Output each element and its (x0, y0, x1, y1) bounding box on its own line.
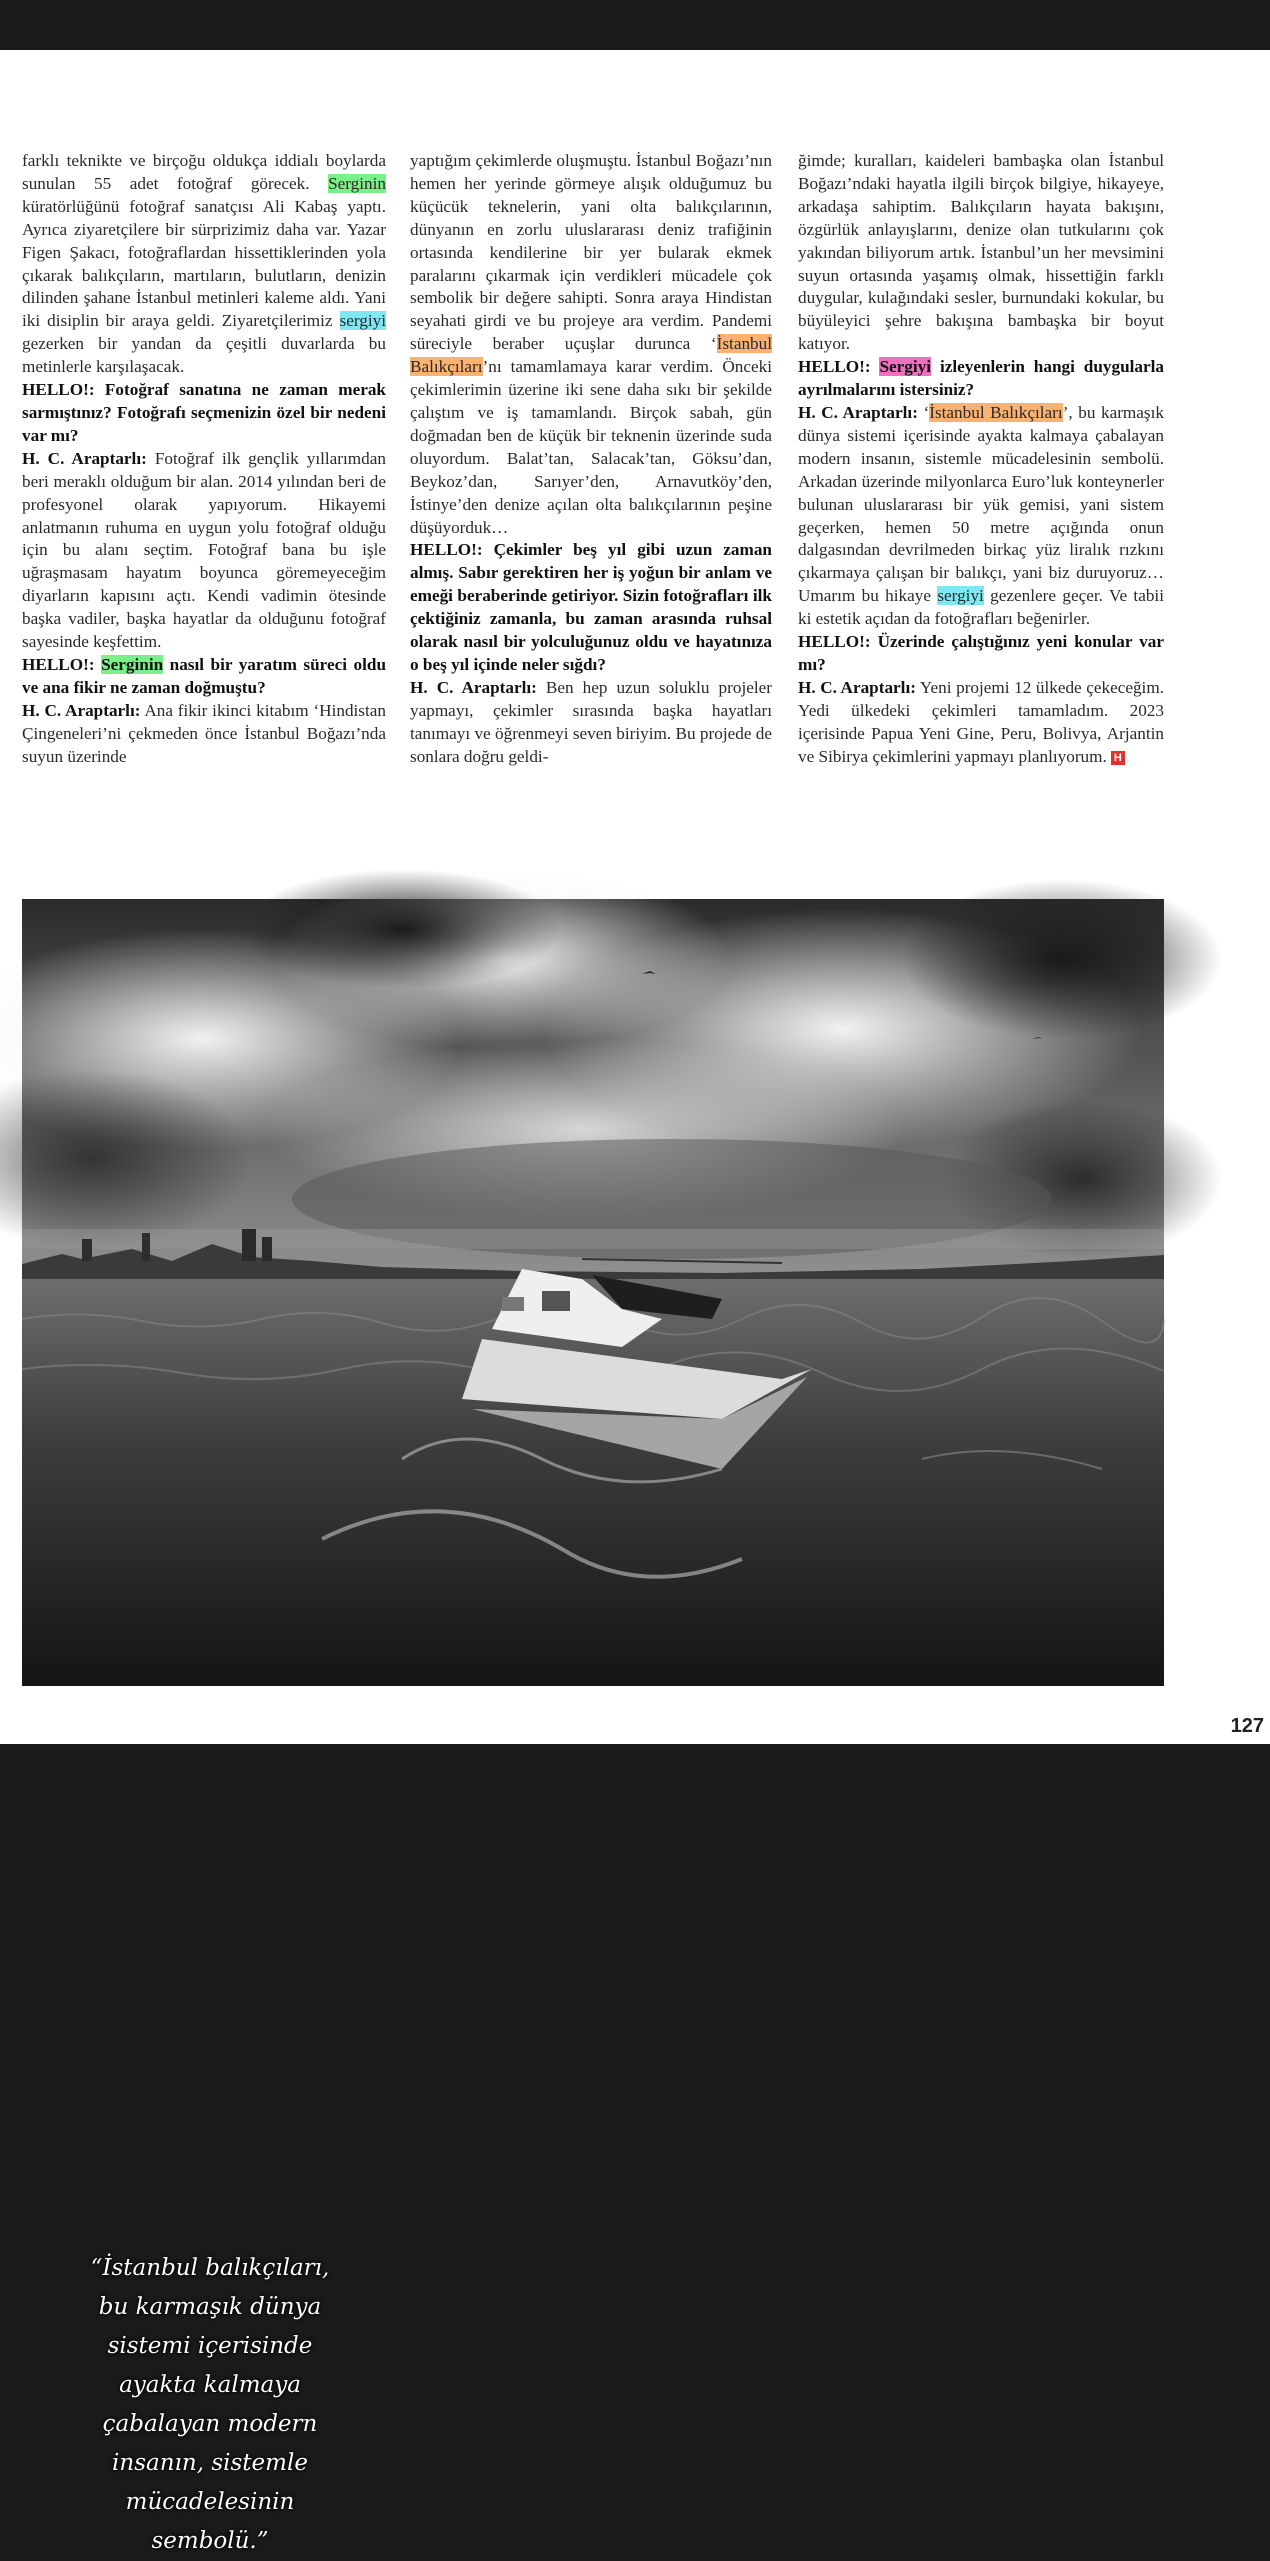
interview-question: HELLO!: Fotoğraf sanatına ne zaman merak sarmıştınız? Fotoğrafı seçmenizin özel bir nedeni var mı? (22, 380, 386, 445)
highlight-sergiyi: Sergiyi (879, 357, 932, 377)
answer-speaker: H. C. Araptarlı: (410, 677, 537, 697)
interview-question: HELLO!: Serginin nasıl bir yaratım süreci oldu ve ana fikir ne zaman doğmuştu? (22, 654, 386, 697)
page-number: 127 (1230, 1715, 1264, 1737)
pull-quote: “İstanbul balıkçıları, bu karmaşık dünya sistemi içerisinde ayakta kalmaya çabalayan modern insanın, sistemle mücadelesinin sembolü.” (90, 2255, 330, 2554)
answer-speaker: H. C. Araptarlı: (798, 402, 918, 422)
interview-answer: H. C. Araptarlı: Ana fikir ikinci kitabım ‘Hindistan Çingeneleri’ni çekmeden önce İstanbul Boğazı’nda suyun üzerinde (22, 700, 386, 766)
answer-speaker: H. C. Araptarlı: (798, 677, 916, 697)
end-mark-icon: H (1111, 751, 1125, 765)
bosphorus-boat-photo (22, 899, 1164, 2554)
answer-speaker: H. C. Araptarlı: (22, 448, 147, 468)
highlight-serginin: Serginin (328, 173, 386, 193)
photo-illustration (22, 899, 1164, 1686)
interview-answer: H. C. Araptarlı: Fotoğraf ilk gençlik yıllarımdan beri meraklı olduğum bir alan. 2014 yılından beri de profesyonel olarak yapıyorum. Hikayemi anlatmanın ruhuma en uygun yolu fotoğraf olduğu için bu alanı seçtim. Fotoğraf bana bu işle uğraşmasam hayatım boyunca göremeyeceğim diyarların kapısını açtı. Kendi vadimin ötesinde başka vadiler, başka hayatlar da olduğunu fotoğraf sayesinde keşfettim. (22, 448, 386, 652)
interview-question: HELLO!: Üzerinde çalıştığınız yeni konular var mı? (798, 632, 1164, 674)
highlight-sergiyi: sergiyi (937, 586, 984, 606)
text-column-3 (798, 150, 1164, 768)
interview-answer: H. C. Araptarlı: Yeni projemi 12 ülkede çekeceğim. Yedi ülkedeki çekimleri tamamladım. 2023 içerisinde Papua Yeni Gine, Peru, Bolivya, Arjantin ve Sibirya çekimlerini yapmayı planlıyorum. H (798, 677, 1164, 766)
highlight-serginin: Serginin (101, 654, 164, 674)
interview-question: HELLO!: Çekimler beş yıl gibi uzun zaman almış. Sabır gerektiren her iş yoğun bir anlam ve emeği beraberinde getiriyor. Sizin fotoğrafları ilk çektiğiniz zamanla, bu zaman arasında ruhsal olarak nasıl bir yolculuğunuz oldu ve hayatınıza o beş yıl içinde neler sığdı? (410, 540, 772, 674)
interview-answer: H. C. Araptarlı: Ben hep uzun soluklu projeler yapmayı, çekimler sırasında başka hayatları tanımayı ve öğrenmeyi seven biriyim. Bu projede de sonlara doğru geldi- (410, 677, 772, 766)
text-column-1 (22, 150, 386, 768)
answer-speaker: H. C. Araptarlı: (22, 700, 141, 720)
highlight-sergiyi: sergiyi (339, 311, 386, 331)
interview-answer: H. C. Araptarlı: ‘İstanbul Balıkçıları’, bu karmaşık dünya sistemi içerisinde ayakta kalmaya çabalayan modern insanın, sistemle mücadelesinin sembolü. Arkadan üzerinde milyonlarca Euro’luk konteynerler bulunan uluslararası bir yük gemisi, yani sistem geçerken, hemen 50 metre açığında onun dalgasından devrilmeden birkaç yüz liralık rızkını çıkarmaya çalışan bir balıkçı, yani biz duruyoruz… Umarım bu hikaye sergiyi gezenlere geçer. Ve tabii ki estetik açıdan da fotoğrafları beğenirler. (798, 402, 1164, 629)
highlight-istanbul-baliklari: İstanbul Balıkçıları (929, 402, 1063, 422)
magazine-page (0, 50, 1270, 2554)
highlight-istanbul-baliklari: İstanbul Balıkçıları (410, 334, 772, 377)
paragraph: farklı teknikte ve birçoğu oldukça iddialı boylarda sunulan 55 adet fotoğraf görecek. Serginin küratörlüğünü fotoğraf sanatçısı Ali Kabaş yaptı. Ayrıca ziyaretçilere bir sürprizimiz daha var. Yazar Figen Şakacı, fotoğraflardan hissettiklerinden yola çıkarak balıkçıların, martıların, bulutların, denizin dilinden şahane İstanbul metinleri kaleme aldı. Yani iki disiplin bir araya geldi. Ziyaretçilerimiz sergiyi gezerken bir yandan da çeşitli duvarlarda bu metinlerle karşılaşacak. (22, 151, 386, 377)
paragraph: ğimde; kuralları, kaideleri bambaşka olan İstanbul Boğazı’ndaki hayatla ilgili birçok bilgiye, hikayeye, arkadaşa sahiptim. Balıkçıların hayata bakışını, özgürlük anlayışlarını, denize olan tutkularını çok yakından biliyorum artık. İstanbul’un her mevsimini suyun ortasında yaşamış olmak, hissettiğin farklı duygular, kulağındaki sesler, burnundaki kokular, bu büyüleyici şehre bakışına bambaşka bir boyut katıyor. (798, 151, 1164, 354)
interview-question: HELLO!: Sergiyi izleyenlerin hangi duygularla ayrılmalarını istersiniz? (798, 357, 1164, 400)
paragraph: yaptığım çekimlerde oluşmuştu. İstanbul Boğazı’nın hemen her yerinde görmeye alışık olduğumuz bu küçücük teknelerin, yani olta balıkçılarının, dünyanın en zorlu uluslararası deniz trafiğinin ortasında kendilerine bir yer bularak ekmek paralarını çıkarmak için verdikleri mücadele çok sembolik bir değere sahipti. Sonra araya Hindistan seyahati girdi ve bu projeye ara verdim. Pandemi süreciyle beraber uçuşlar durunca ‘İstanbul Balıkçıları’nı tamamlamaya karar verdim. Önceki çekimlerimin üzerine iki sene daha sıkı bir şekilde çalıştım ve iş tamamlandı. Birçok sabah, gün doğmadan ben de küçük bir teknenin üzerinde suda oluyordum. Balat’tan, Salacak’tan, Göksu’dan, Beykoz’dan, Sarıyer’den, Arnavutköy’den, İstinye’den denize açılan olta balıkçılarının peşine düşüyorduk… (410, 151, 772, 537)
text-column-2 (410, 150, 772, 768)
